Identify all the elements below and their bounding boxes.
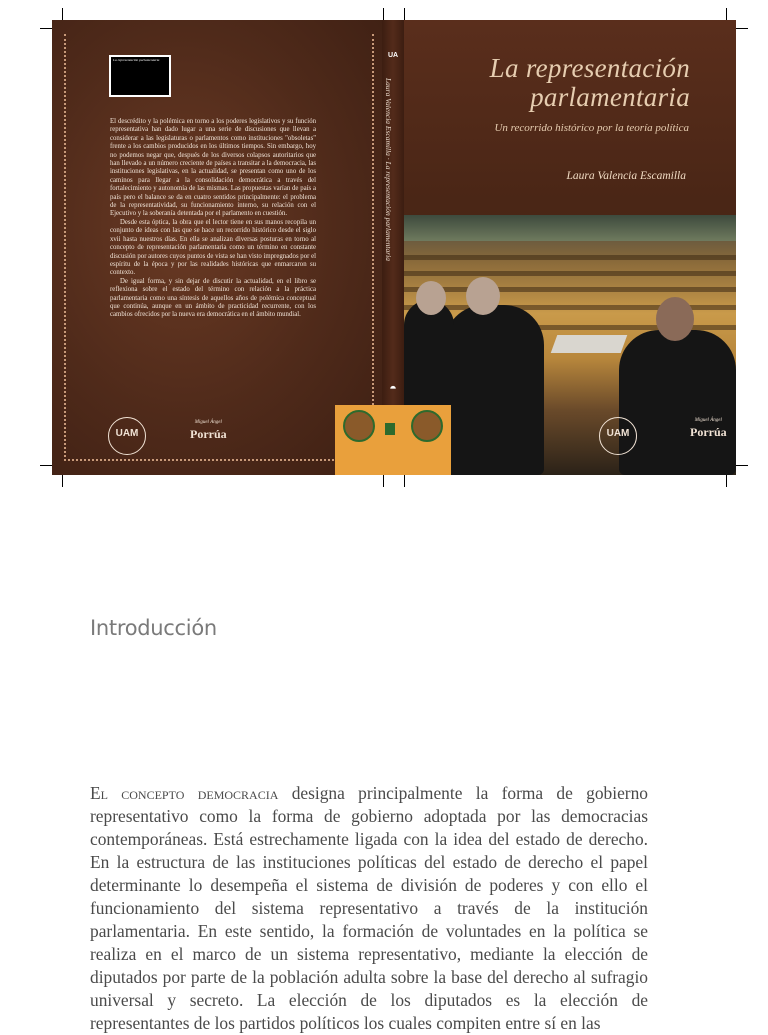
chamber-seal-icon <box>411 410 443 442</box>
small-flag-icon <box>385 423 395 435</box>
title-label-box <box>109 55 171 97</box>
porrua-logo <box>190 420 227 443</box>
book-title <box>404 54 690 112</box>
blurb-paragraph: El descrédito y la polémica en torno a los poderes legislativos y su función representativa han dado lugar a una serie de discusiones que llevan a considerar a las legislaturas o parlamentos como instituciones "obsoletas" frente a los cambios producidos en los últimos tiempos. Sin embargo, hoy no podemos negar que, después de los diversos colapsos autoritarios que han llevado a un número creciente de países a transitar a la democracia, las instituciones legislativas, en la actualidad, se presentan como uno de los caminos para llegar a la consolidación democrática a través del fortalecimiento y autonomía de las mismas. Las propuestas varían de país a país pero el balance se da en cuatro sentidos principalmente: el problema de la representatividad, su funcionamiento interno, su relación con el Ejecutivo y la soberanía detentada por el parlamento en cuestión. <box>110 118 316 218</box>
photo-figure <box>619 330 736 475</box>
blurb-paragraph: Desde esta óptica, la obra que el lector tiene en sus manos recopila un conjunto de ideas con las que se hace un recorrido histórico desde el siglo xvii hasta nuestros días. En ella se analizan diversas posturas en torno al concepto de representación parlamentaria como un término en constante discusión por autores cuyos puntos de vista se han visto impregnados por el espíritu de la época y por las realidades históricas que enmarcaron su contexto. <box>110 218 316 277</box>
seal-strip <box>335 405 451 475</box>
uam-logo-front <box>599 417 637 455</box>
crop-mark <box>40 28 52 29</box>
back-cover <box>52 20 382 475</box>
photo-head <box>466 277 500 315</box>
chamber-seal-icon <box>343 410 375 442</box>
photo-head <box>656 297 694 341</box>
crop-mark <box>726 475 727 487</box>
uam-logo-text: UAM <box>115 428 139 439</box>
crop-mark <box>404 475 405 487</box>
photo-head <box>416 281 446 315</box>
crop-mark <box>383 475 384 487</box>
photo-figure <box>444 305 544 475</box>
blurb-paragraph: De igual forma, y sin dejar de discutir la actualidad, en el libro se reflexiona sobre el estado del término con relación a la práctica parlamentaria como una síntesis de aquellos años de polémica conceptual que continúa, aunque en un ámbito de practicidad recurrente, con los cambios ofrecidos por la nueva era democrática en el ámbito mundial. <box>110 277 316 319</box>
photo-row <box>404 287 736 292</box>
book-title-line2: parlamentaria <box>530 82 690 112</box>
crop-mark <box>40 465 52 466</box>
porrua-logo-text: Porrúa <box>690 425 727 439</box>
photo-wall <box>404 215 736 241</box>
crop-mark <box>383 8 384 20</box>
body-paragraph <box>90 782 648 1035</box>
crop-mark <box>404 8 405 20</box>
book-subtitle: Un recorrido histórico por la teoría política <box>494 122 689 134</box>
parliament-photo <box>404 215 736 475</box>
lead-smallcaps: El concepto democracia <box>90 783 279 803</box>
front-cover <box>404 20 736 475</box>
spine-title: Laura Valencia Escamilla · La representación parlamentaria <box>384 78 393 261</box>
paragraph-text: designa principalmente la forma de gobierno representativo como la forma de gobierno adoptada por las democracias contemporáneas. Está estrechamente ligada con la idea del estado de derecho. En la estructura de las instituciones políticas del estado de derecho el papel determinante lo desempeña el sistema de división de poderes y con ello el funcionamiento del sistema representativo a través de la institución parlamentaria. En este sentido, la formación de voluntades en la política se realiza en el marco de un sistema representativo, mediante la elección de diputados por parte de la población adulta sobre la base del derecho al sufragio universal y secreto. La elección de los diputados es la elección de representantes de los partidos políticos los cuales compiten entre sí en las <box>90 783 648 1033</box>
porrua-logo-text: Porrúa <box>190 427 227 441</box>
crop-mark <box>736 28 748 29</box>
photo-row <box>404 255 736 260</box>
back-cover-blurb <box>110 118 316 320</box>
uam-logo <box>108 417 146 455</box>
uam-spine-icon: UA <box>387 52 399 59</box>
crop-mark <box>726 8 727 20</box>
porrua-spine-icon: ⯊ <box>390 386 396 393</box>
crop-mark <box>736 465 748 466</box>
crop-mark <box>62 475 63 487</box>
page-heading: Introducción <box>90 616 217 640</box>
crop-mark <box>62 8 63 20</box>
book-cover <box>52 20 736 475</box>
book-author: Laura Valencia Escamilla <box>566 170 686 182</box>
title-label-text: La representación parlamentaria <box>113 58 160 62</box>
porrua-logo-front <box>690 418 727 441</box>
uam-logo-text: UAM <box>606 428 630 439</box>
book-title-line1: La representación <box>489 53 690 83</box>
photo-desk <box>551 335 628 353</box>
porrua-logo-small: Miguel Ángel <box>194 420 222 425</box>
photo-row <box>404 271 736 276</box>
porrua-logo-small: Miguel Ángel <box>694 418 722 423</box>
